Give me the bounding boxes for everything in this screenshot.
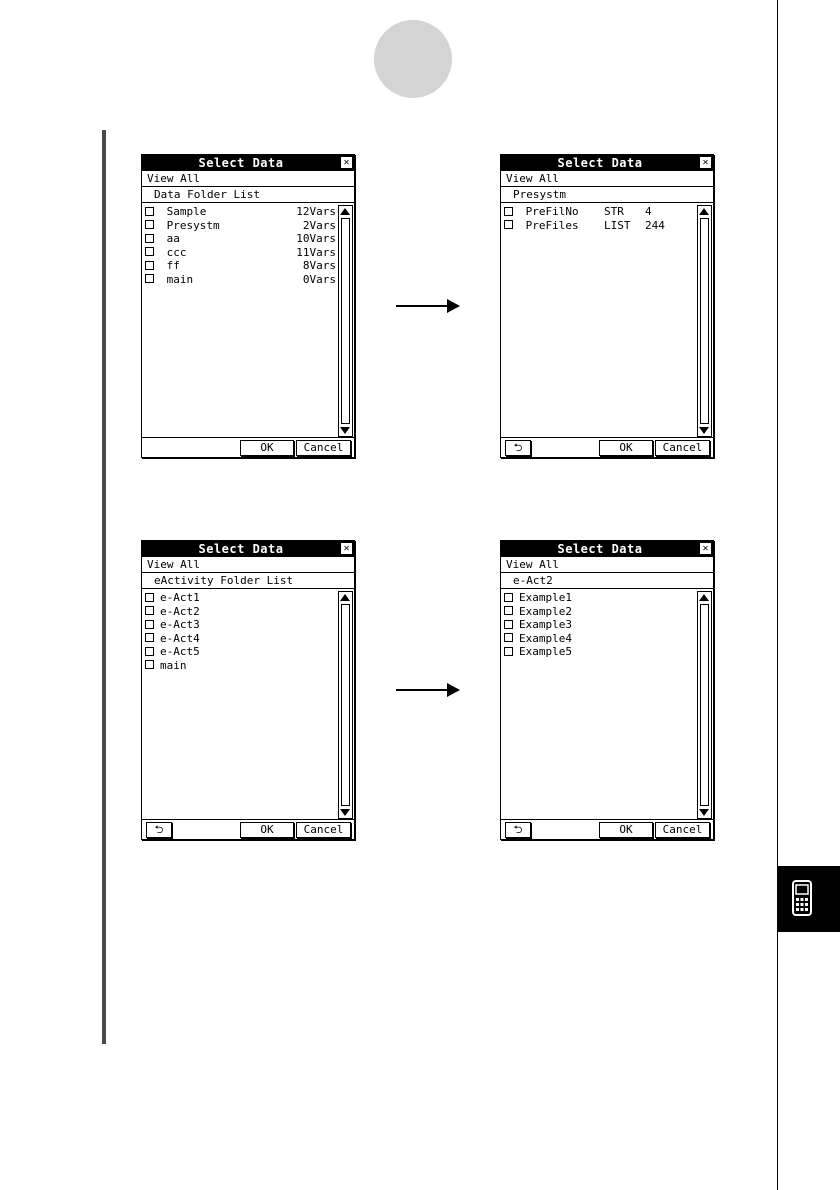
item-type: LIST xyxy=(604,218,631,232)
side-tab xyxy=(778,866,840,932)
button-bar xyxy=(142,437,354,457)
list-item[interactable] xyxy=(145,605,336,619)
dialog-title: Select Data xyxy=(198,542,284,556)
back-arrow-icon: ⮌ xyxy=(513,823,523,836)
folder-list-header: eActivity Folder List xyxy=(142,573,354,589)
item-size: 244 xyxy=(645,218,665,232)
item-name: Example1 xyxy=(519,591,572,604)
view-all-menu[interactable]: View All xyxy=(501,171,713,187)
item-name: e-Act5 xyxy=(160,645,200,658)
item-name: PreFiles xyxy=(525,218,579,232)
list-item[interactable] xyxy=(145,232,336,246)
checkbox[interactable] xyxy=(145,633,154,642)
view-all-menu[interactable]: View All xyxy=(142,557,354,573)
select-data-dialog-folders xyxy=(141,154,355,458)
item-name: Example4 xyxy=(519,631,572,645)
calculator-icon xyxy=(792,880,812,916)
close-icon[interactable]: ✕ xyxy=(341,157,352,168)
cancel-button[interactable]: Cancel xyxy=(296,822,351,838)
title-bar xyxy=(501,541,713,557)
scroll-up-icon[interactable] xyxy=(340,594,350,601)
scrollbar[interactable] xyxy=(697,205,712,437)
right-arrow-icon xyxy=(396,683,460,697)
cancel-button[interactable]: Cancel xyxy=(655,822,710,838)
checkbox[interactable] xyxy=(504,647,513,656)
checkbox[interactable] xyxy=(145,207,154,216)
scroll-up-icon[interactable] xyxy=(699,594,709,601)
list-item[interactable] xyxy=(504,632,695,646)
list-item[interactable] xyxy=(504,219,695,233)
item-name: Example5 xyxy=(519,645,572,658)
list-item[interactable] xyxy=(145,273,336,287)
item-name: main xyxy=(166,272,194,286)
item-name: ccc xyxy=(166,245,187,259)
item-info: 8Vars xyxy=(302,259,336,272)
checkbox[interactable] xyxy=(145,234,154,243)
checkbox[interactable] xyxy=(504,207,513,216)
list-item[interactable] xyxy=(145,591,336,605)
title-bar xyxy=(142,155,354,171)
scroll-down-icon[interactable] xyxy=(340,809,350,816)
checkbox[interactable] xyxy=(504,593,513,602)
checkbox[interactable] xyxy=(504,606,513,615)
item-info: 11Vars xyxy=(296,245,336,259)
item-name: e-Act4 xyxy=(160,631,200,645)
button-bar xyxy=(501,819,713,839)
list-item[interactable] xyxy=(504,645,695,659)
list-item[interactable] xyxy=(145,205,336,219)
checkbox[interactable] xyxy=(145,247,154,256)
item-name: ff xyxy=(166,259,180,272)
item-size: 4 xyxy=(645,205,652,218)
item-name: main xyxy=(160,658,187,672)
close-icon[interactable]: ✕ xyxy=(700,157,711,168)
list-item[interactable] xyxy=(504,605,695,619)
item-name: e-Act2 xyxy=(160,604,200,618)
checkbox[interactable] xyxy=(504,220,513,229)
title-bar xyxy=(142,541,354,557)
cancel-button[interactable]: Cancel xyxy=(655,440,710,456)
ok-button[interactable]: OK xyxy=(599,440,653,456)
scroll-down-icon[interactable] xyxy=(699,809,709,816)
dialog-title: Select Data xyxy=(557,542,643,556)
item-name: Sample xyxy=(166,205,207,218)
list-item[interactable] xyxy=(145,632,336,646)
list-item[interactable] xyxy=(504,618,695,632)
scroll-track[interactable] xyxy=(700,218,709,424)
list-area xyxy=(501,204,713,438)
select-data-dialog-e-act2 xyxy=(500,540,714,840)
back-arrow-icon: ⮌ xyxy=(513,441,523,454)
page-number-circle xyxy=(374,20,452,98)
scroll-track[interactable] xyxy=(341,604,350,806)
title-bar xyxy=(501,155,713,171)
checkbox[interactable] xyxy=(145,620,154,629)
scroll-up-icon[interactable] xyxy=(340,208,350,215)
view-all-menu[interactable]: View All xyxy=(501,557,713,573)
list-item[interactable] xyxy=(504,205,695,219)
cancel-button[interactable]: Cancel xyxy=(296,440,351,456)
back-button[interactable] xyxy=(505,822,531,838)
item-name: PreFilNo xyxy=(525,205,579,218)
scroll-track[interactable] xyxy=(700,604,709,806)
item-info: 0Vars xyxy=(302,272,336,286)
right-margin-rule xyxy=(777,0,778,1190)
list-item[interactable] xyxy=(145,246,336,260)
checkbox[interactable] xyxy=(504,633,513,642)
item-name: Example3 xyxy=(519,618,572,631)
checkbox[interactable] xyxy=(145,647,154,656)
checkbox[interactable] xyxy=(145,660,154,669)
close-icon[interactable]: ✕ xyxy=(341,543,352,554)
scrollbar[interactable] xyxy=(697,591,712,819)
list-item[interactable] xyxy=(145,645,336,659)
dialog-title: Select Data xyxy=(557,156,643,170)
list-area xyxy=(142,204,354,438)
item-name: e-Act3 xyxy=(160,618,200,631)
checkbox[interactable] xyxy=(145,606,154,615)
list-item[interactable] xyxy=(145,259,336,273)
item-type: STR xyxy=(604,205,624,218)
list-area xyxy=(501,590,713,820)
dialog-title: Select Data xyxy=(198,156,284,170)
scroll-down-icon[interactable] xyxy=(340,427,350,434)
folder-list-header: Data Folder List xyxy=(142,187,354,203)
list-item[interactable] xyxy=(145,618,336,632)
list-item[interactable] xyxy=(145,219,336,233)
checkbox[interactable] xyxy=(145,261,154,270)
scrollbar[interactable] xyxy=(338,591,353,819)
scroll-up-icon[interactable] xyxy=(699,208,709,215)
back-button[interactable] xyxy=(146,822,172,838)
checkbox[interactable] xyxy=(145,274,154,283)
item-name: Presystm xyxy=(166,218,220,232)
scrollbar[interactable] xyxy=(338,205,353,437)
select-data-dialog-presystm xyxy=(500,154,714,458)
item-info: 2Vars xyxy=(302,218,336,232)
back-arrow-icon: ⮌ xyxy=(154,823,164,836)
folder-name-header: Presystm xyxy=(501,187,713,203)
ok-button[interactable]: OK xyxy=(599,822,653,838)
item-name: aa xyxy=(166,232,180,245)
folder-name-header: e-Act2 xyxy=(501,573,713,589)
scroll-down-icon[interactable] xyxy=(699,427,709,434)
ok-button[interactable]: OK xyxy=(240,822,294,838)
list-item[interactable] xyxy=(504,591,695,605)
view-all-menu[interactable]: View All xyxy=(142,171,354,187)
item-name: Example2 xyxy=(519,604,572,618)
checkbox[interactable] xyxy=(145,593,154,602)
close-icon[interactable]: ✕ xyxy=(700,543,711,554)
item-info: 10Vars xyxy=(296,232,336,245)
button-bar xyxy=(142,819,354,839)
ok-button[interactable]: OK xyxy=(240,440,294,456)
list-area xyxy=(142,590,354,820)
back-button[interactable] xyxy=(505,440,531,456)
right-arrow-icon xyxy=(396,299,460,313)
checkbox[interactable] xyxy=(145,220,154,229)
button-bar xyxy=(501,437,713,457)
checkbox[interactable] xyxy=(504,620,513,629)
left-margin-bar xyxy=(102,130,106,1044)
scroll-track[interactable] xyxy=(341,218,350,424)
item-name: e-Act1 xyxy=(160,591,200,604)
item-info: 12Vars xyxy=(296,205,336,218)
list-item[interactable] xyxy=(145,659,336,673)
select-data-dialog-eactivity-folders xyxy=(141,540,355,840)
